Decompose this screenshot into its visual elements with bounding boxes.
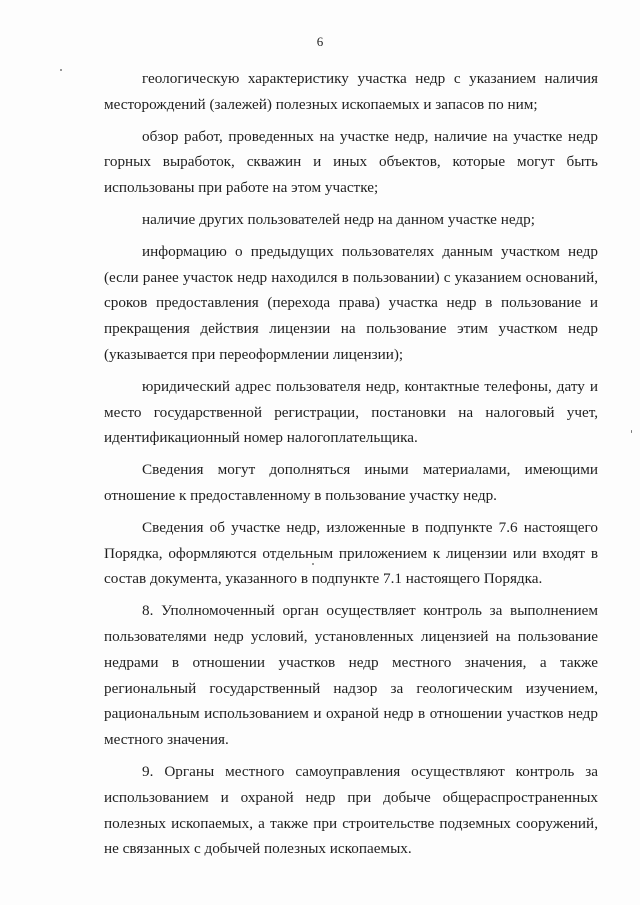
page-number: 6 <box>316 34 324 49</box>
document-body <box>104 66 598 868</box>
scan-speck <box>60 69 62 71</box>
paragraph-subsection-7-6: Сведения об участке недр, изложенные в подпункте 7.6 настоящего Порядка, оформляются отдельным приложением к лицензии или входят в состав документа, указанного в подпункте 7.1 настоящего Порядка. <box>104 518 598 588</box>
paragraph-works-review: обзор работ, проведенных на участке недр, наличие на участке недр горных выработок, скважин и иных объектов, которые могут быть использованы при работе на этом участке; <box>104 127 598 197</box>
paragraph-item-9: 9. Органы местного самоуправления осуществляют контроль за использованием и охраной недр при добыче общераспространенных полезных ископаемых, а также при строительстве подземных сооружений, не связанных с добычей полезных ископаемых. <box>104 762 598 858</box>
paragraph-other-users: наличие других пользователей недр на данном участке недр; <box>142 210 535 228</box>
scan-speck <box>312 563 314 565</box>
paragraph-legal-address: юридический адрес пользователя недр, контактные телефоны, дату и место государственной регистрации, постановки на налоговый учет, идентификационный номер налогоплательщика. <box>104 377 598 447</box>
scan-speck <box>631 430 632 433</box>
paragraph-item-8: 8. Уполномоченный орган осуществляет контроль за выполнением пользователями недр условий, установленных лицензией на пользование недрами в отношении участков недр местного значения, а также региональный государственный надзор за геологическим изучением, рациональным использованием и охраной недр в отношении участков недр местного значения. <box>104 602 598 749</box>
paragraph-geology: геологическую характеристику участка недр с указанием наличия месторождений (залежей) полезных ископаемых и запасов по ним; <box>104 70 598 113</box>
paragraph-additional-materials: Сведения могут дополняться иными материалами, имеющими отношение к предоставленному в пользование участку недр. <box>104 461 598 504</box>
paragraph-previous-users: информацию о предыдущих пользователях данным участком недр (если ранее участок недр находился в пользовании) с указанием оснований, сроков предоставления (перехода права) участка недр в пользование и прекращения действия лицензии на пользование этим участком недр (указывается при переоформлении лицензии); <box>104 242 598 363</box>
